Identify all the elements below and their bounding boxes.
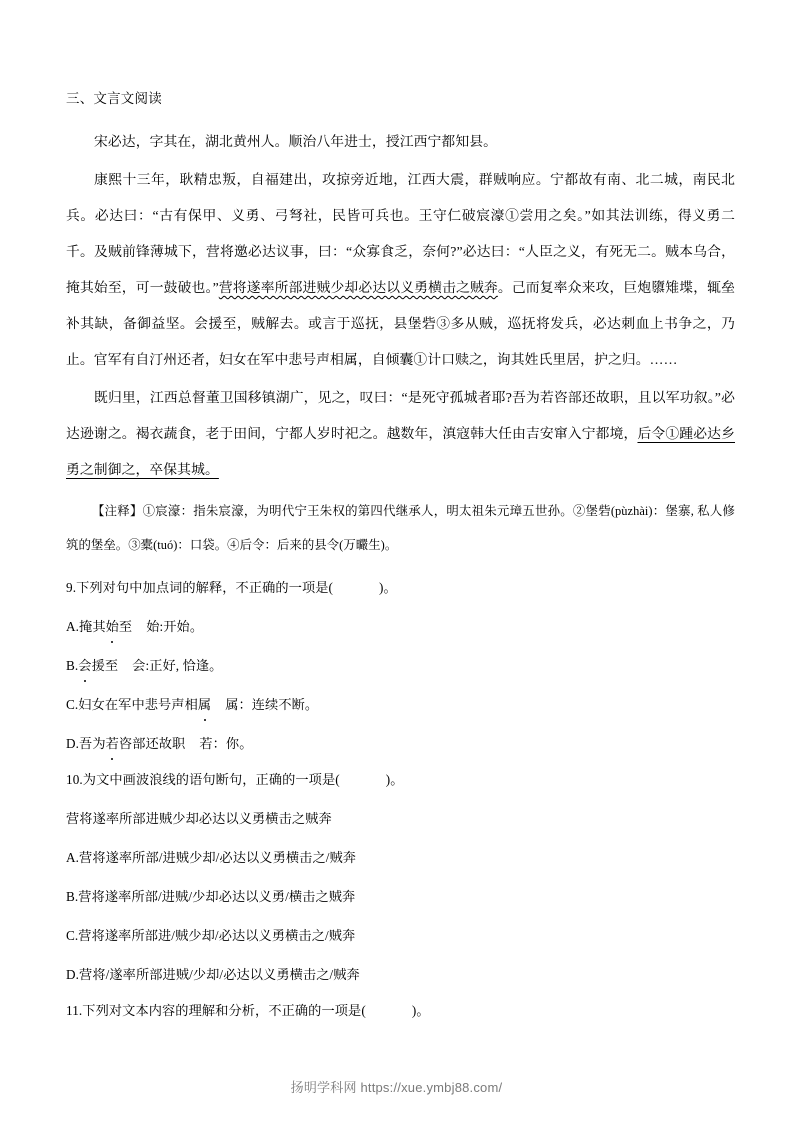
option-gloss: 属：连续不断。: [225, 697, 319, 712]
option-quote-post: 至: [118, 619, 133, 634]
option-label: A.: [66, 619, 80, 634]
question-10-option-b[interactable]: [66, 887, 735, 907]
option-text: 营将遂率所部/进贼少却/必达以义勇横击之/贼奔: [79, 850, 357, 865]
section-heading: 三、文言文阅读: [66, 91, 162, 106]
passage-paragraph-2: [66, 162, 735, 378]
passage-p3-text-a: 既归里，江西总督董卫国移镇湖广，见之，叹曰：“是死守孤城者耶?吾为若咨部还故职，且以军功叙。”必达逊谢之。褐衣蔬食，老于田间，宁都人岁时祀之。越数年，滇寇韩大任由吉安窜入宁都境，: [66, 390, 735, 441]
underlined-passage: 后令①踵必达乡勇之制御之，卒保其城。: [66, 426, 735, 477]
annotations-note: 【注释】①宸濠：指朱宸濠，为明代宁王朱权的第四代继承人，明太祖朱元璋五世孙。②堡砦(pùzhài)：堡寨, 私人修筑的堡垒。③橐(tuó)：口袋。④后令：后来的县令(万曮生)。: [66, 504, 735, 552]
option-label: B.: [66, 889, 79, 904]
option-label: A.: [66, 850, 80, 865]
question-11-number: 11.: [66, 1003, 83, 1018]
question-10-sentence: 营将遂率所部进贼少却必达以义勇横击之贼奔: [66, 811, 332, 826]
option-label: B.: [66, 658, 79, 673]
option-label: C.: [66, 697, 79, 712]
question-11-stem-text: 下列对文本内容的理解和分析，不正确的一项是(: [82, 1003, 366, 1018]
passage-paragraph-3: [66, 380, 735, 488]
question-10-option-c[interactable]: [66, 926, 735, 946]
question-10-number: 10.: [66, 772, 83, 787]
question-9-stem: [66, 578, 735, 598]
option-quote-pre: 妇女在军中悲号声相: [78, 697, 198, 712]
passage-p2-text-b: 。己而复率众来攻，巨炮隳雉堞，辄垒补其缺，备御益坚。会援至，贼解去。或言于巡抚，县堡砦③多从贼，巡抚将发兵，必达刺血上书争之，乃止。官军有自汀州还者，妇女在军中悲号声相属，自倾囊①计口赎之，询其姓氏里居，护之归。……: [66, 280, 735, 367]
emphasis-dot-char: 会: [78, 656, 91, 676]
option-quote-pre: 吾为: [79, 736, 106, 751]
question-9-number: 9.: [66, 580, 77, 595]
question-9-stem-tail: )。: [379, 580, 397, 595]
passage-p2-text-a: 康熙十三年，耿精忠叛，自福建出，攻掠旁近地，江西大震，群贼响应。宁都故有南、北二城，南民北兵。必达曰：“古有保甲、义勇、弓弩社，民皆可兵也。王守仁破宸濠①尝用之矣。”如其法训练，得义勇二千。及贼前锋薄城下，营将邀必达议事，曰：“众寡食乏，奈何?”必达曰：“人臣之义，有死无二。贼本乌合，掩其始至，可一鼓破也。”: [66, 172, 735, 295]
question-11-stem-tail: )。: [411, 1003, 430, 1018]
option-quote-pre: 掩其: [79, 619, 106, 634]
option-label: C.: [66, 928, 79, 943]
option-label: D.: [66, 967, 80, 982]
option-text: 营将遂率所部进/贼少却/必达以义勇横击之/贼奔: [78, 928, 356, 943]
question-9-option-c[interactable]: [66, 695, 735, 715]
wavy-underlined-passage: 营将遂率所部进贼少却必达以义勇横击之贼奔: [218, 280, 498, 295]
question-10-option-d[interactable]: [66, 965, 735, 985]
option-quote-post: 咨部还故职: [118, 736, 186, 751]
question-9-option-a[interactable]: [66, 617, 735, 637]
option-quote-post: 援至: [91, 658, 119, 673]
question-10-stem-tail: )。: [385, 772, 404, 787]
question-10-stem: [66, 770, 735, 790]
option-gloss: 始:开始。: [146, 619, 204, 634]
site-watermark: 扬明学科网 https://xue.ymbj88.com/: [290, 1080, 503, 1095]
passage-paragraph-1: 宋必达，字其在，湖北黄州人。顺治八年进士，授江西宁都知县。: [94, 134, 498, 149]
option-text: 营将遂率所部/进贼/少却必达以义勇/横击之贼奔: [78, 889, 356, 904]
question-11-stem: [66, 1001, 735, 1021]
option-label: D.: [66, 736, 80, 751]
emphasis-dot-char: 属: [198, 695, 211, 715]
question-10-option-a[interactable]: [66, 848, 735, 868]
emphasis-dot-char: 若: [106, 734, 119, 754]
question-10-stem-text: 为文中画波浪线的语句断句，正确的一项是(: [82, 772, 340, 787]
question-9-stem-text: 下列对句中加点词的解释，不正确的一项是(: [76, 580, 334, 595]
option-text: 营将/遂率所部进贼/少却/必达以义勇横击之/贼奔: [79, 967, 360, 982]
question-9-option-b[interactable]: [66, 656, 735, 676]
question-9-option-d[interactable]: [66, 734, 735, 754]
option-gloss: 若：你。: [199, 736, 253, 751]
option-gloss: 会:正好, 恰逢。: [132, 658, 223, 673]
emphasis-dot-char: 始: [106, 617, 119, 637]
